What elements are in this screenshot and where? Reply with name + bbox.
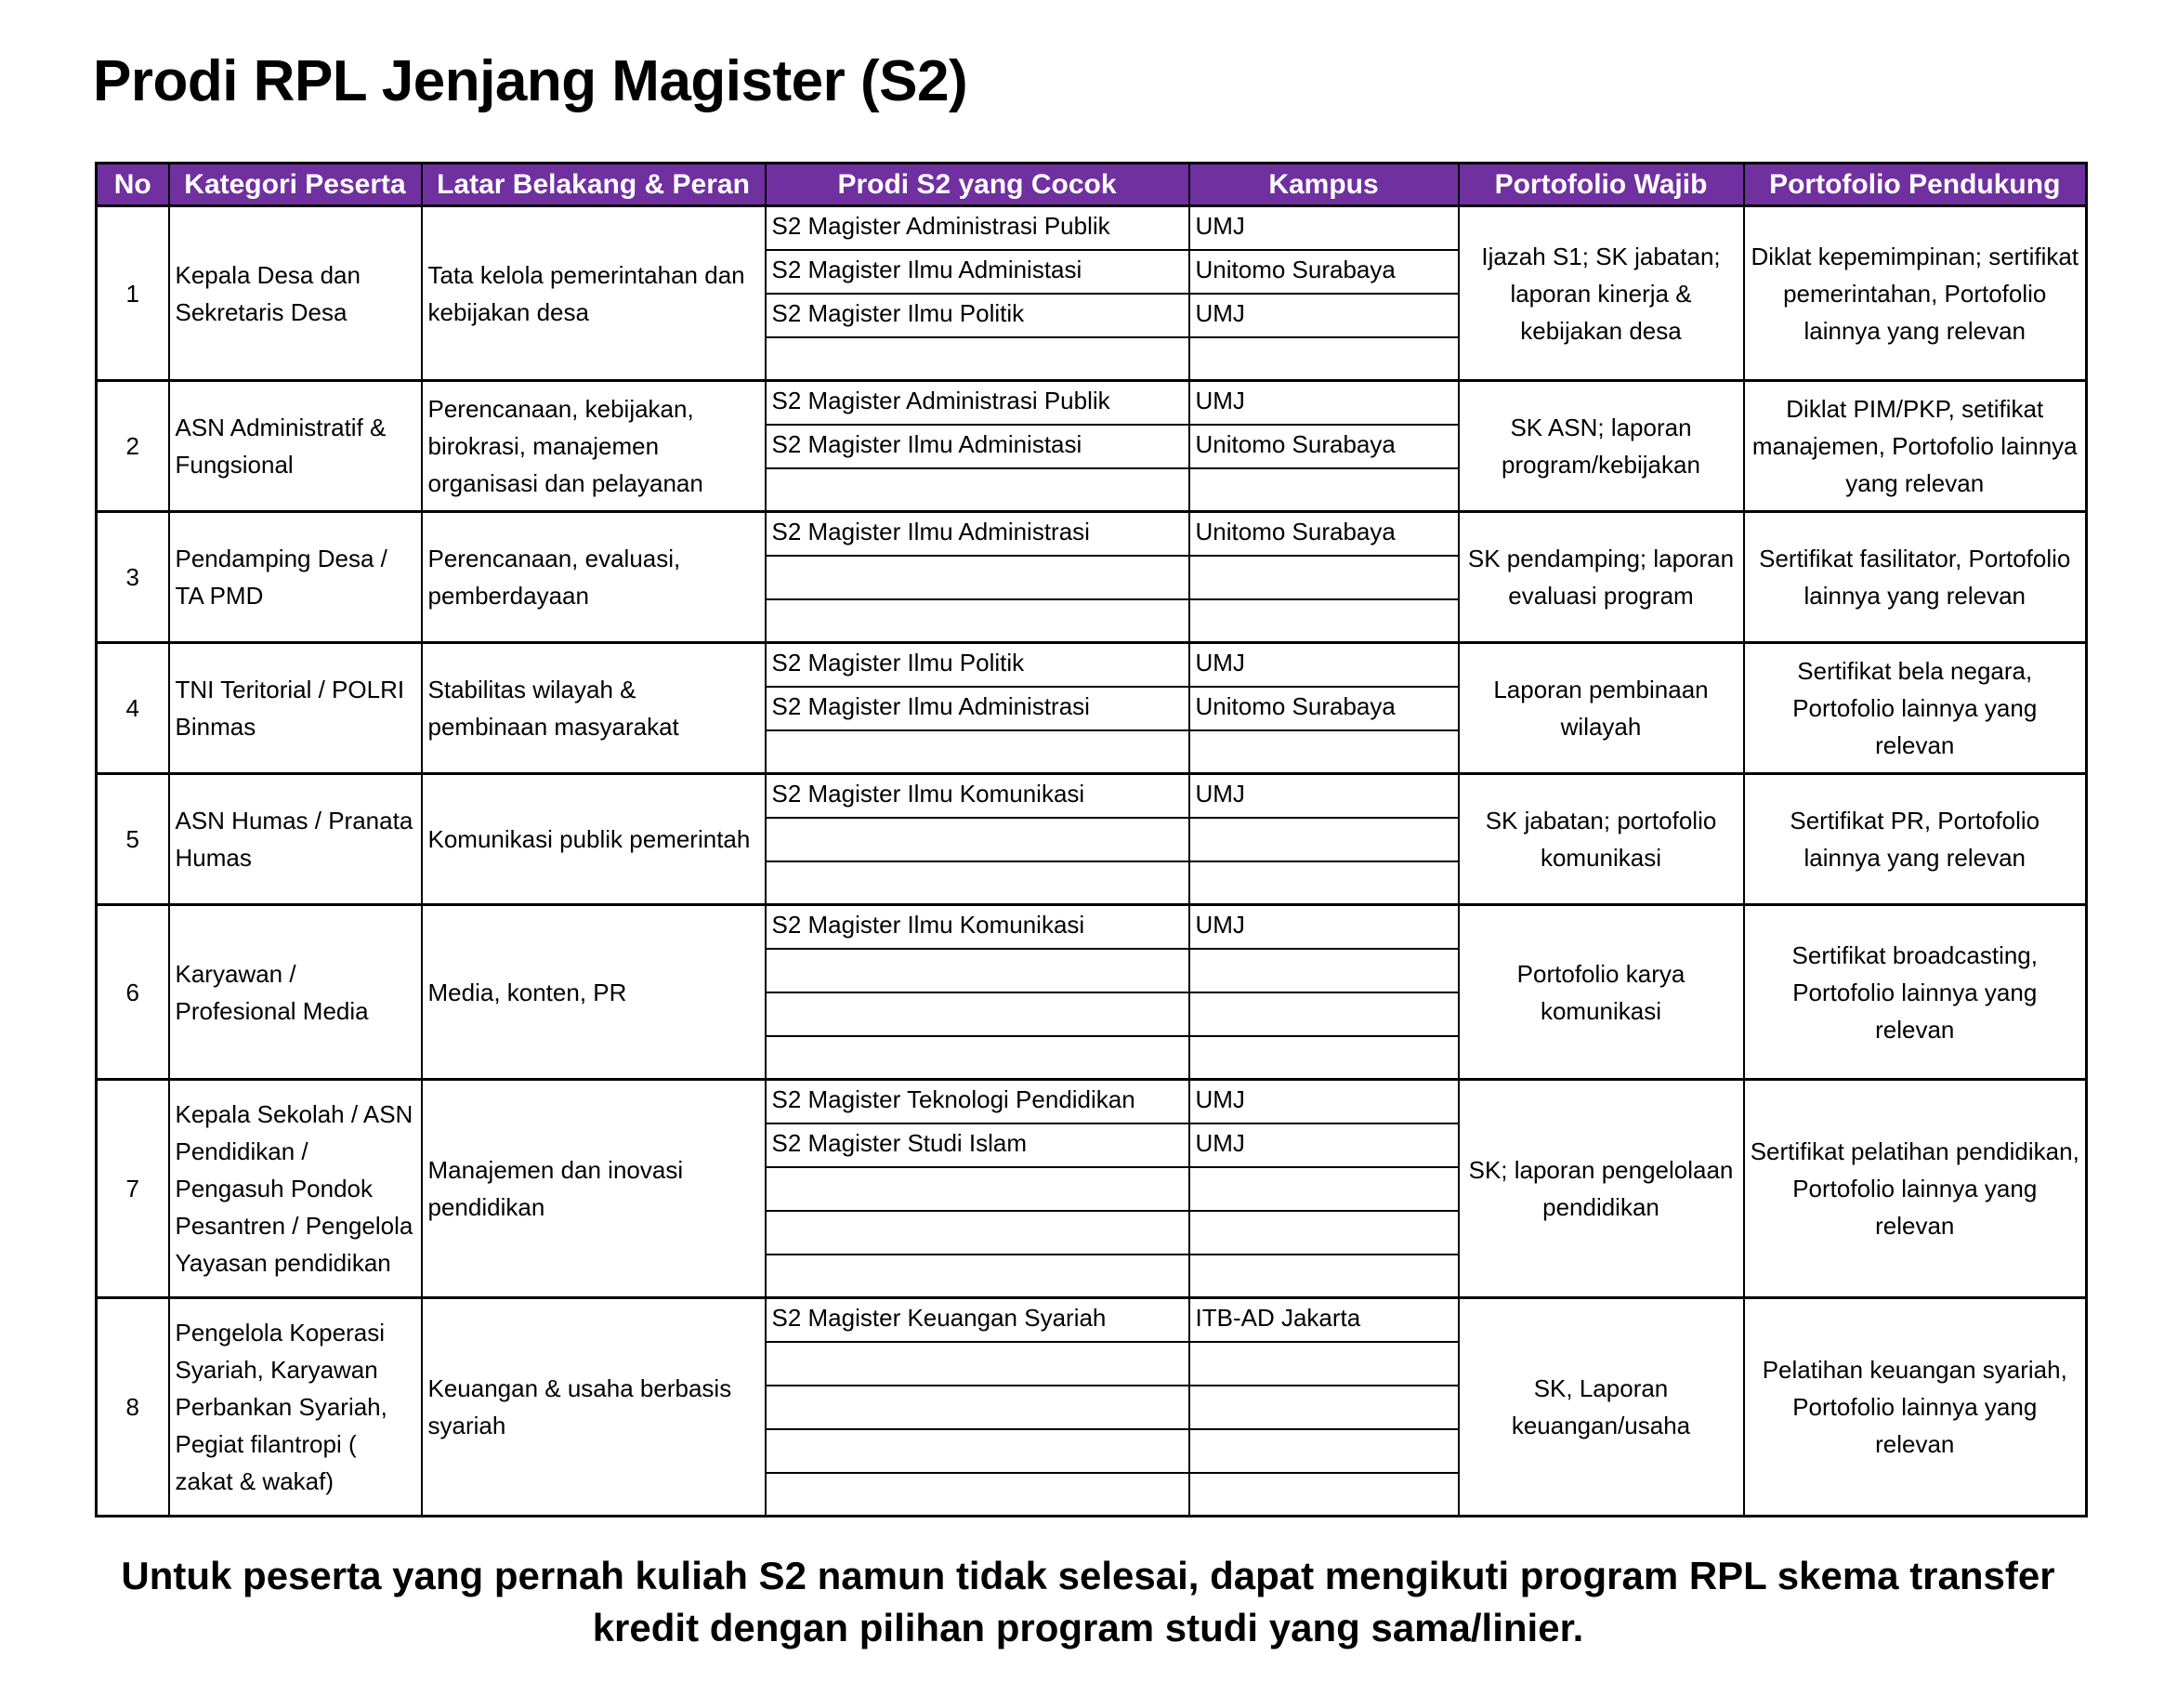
prodi-cell: S2 Magister Ilmu Administasi <box>766 425 1189 468</box>
kampus-cell: Unitomo Surabaya <box>1189 250 1459 294</box>
kampus-cell: UMJ <box>1189 294 1459 337</box>
prodi-cell <box>766 337 1189 381</box>
portofolio-pendukung-cell: Sertifikat broadcasting, Portofolio lainnya yang relevan <box>1744 905 2087 1080</box>
portofolio-pendukung-cell: Sertifikat fasilitator, Portofolio lainnya yang relevan <box>1744 512 2087 643</box>
prodi-cell: S2 Magister Administrasi Publik <box>766 206 1189 250</box>
row-number: 2 <box>97 381 169 512</box>
latar-belakang-cell: Stabilitas wilayah & pembinaan masyarakat <box>422 643 766 774</box>
kampus-cell <box>1189 1036 1459 1080</box>
portofolio-wajib-cell: Portofolio karya komunikasi <box>1459 905 1744 1080</box>
prodi-cell <box>766 1167 1189 1211</box>
prodi-cell: S2 Magister Teknologi Pendidikan <box>766 1080 1189 1123</box>
header-kategori-peserta: Kategori Peserta <box>169 164 422 206</box>
prodi-cell: S2 Magister Ilmu Politik <box>766 294 1189 337</box>
prodi-cell <box>766 556 1189 599</box>
prodi-cell <box>766 468 1189 512</box>
table-body <box>97 206 2087 1517</box>
prodi-cell: S2 Magister Studi Islam <box>766 1123 1189 1167</box>
portofolio-wajib-cell: SK ASN; laporan program/kebijakan <box>1459 381 1744 512</box>
kampus-cell <box>1189 1211 1459 1255</box>
latar-belakang-cell: Media, konten, PR <box>422 905 766 1080</box>
kategori-peserta-cell: Kepala Sekolah / ASN Pendidikan / Pengasuh Pondok Pesantren / Pengelola Yayasan pendidikan <box>169 1080 422 1298</box>
kategori-peserta-cell: ASN Administratif & Fungsional <box>169 381 422 512</box>
row-number: 6 <box>97 905 169 1080</box>
prodi-cell <box>766 1429 1189 1473</box>
portofolio-pendukung-cell: Sertifikat pelatihan pendidikan, Portofolio lainnya yang relevan <box>1744 1080 2087 1298</box>
portofolio-pendukung-cell: Sertifikat bela negara, Portofolio lainnya yang relevan <box>1744 643 2087 774</box>
latar-belakang-cell: Tata kelola pemerintahan dan kebijakan desa <box>422 206 766 381</box>
portofolio-pendukung-cell: Diklat kepemimpinan; sertifikat pemerintahan, Portofolio lainnya yang relevan <box>1744 206 2087 381</box>
kampus-cell: Unitomo Surabaya <box>1189 512 1459 556</box>
prodi-cell <box>766 599 1189 643</box>
row-number: 1 <box>97 206 169 381</box>
kampus-cell: UMJ <box>1189 774 1459 818</box>
kampus-cell <box>1189 949 1459 992</box>
latar-belakang-cell: Manajemen dan inovasi pendidikan <box>422 1080 766 1298</box>
prodi-cell <box>766 1473 1189 1517</box>
kampus-cell <box>1189 818 1459 861</box>
portofolio-wajib-cell: SK; laporan pengelolaan pendidikan <box>1459 1080 1744 1298</box>
kampus-cell: UMJ <box>1189 905 1459 949</box>
prodi-cell <box>766 1342 1189 1386</box>
header-prodi-s2: Prodi S2 yang Cocok <box>766 164 1189 206</box>
row-number: 4 <box>97 643 169 774</box>
prodi-cell: S2 Magister Keuangan Syariah <box>766 1298 1189 1342</box>
latar-belakang-cell: Komunikasi publik pemerintah <box>422 774 766 905</box>
header-portofolio-pendukung: Portofolio Pendukung <box>1744 164 2087 206</box>
kategori-peserta-cell: Pendamping Desa / TA PMD <box>169 512 422 643</box>
prodi-cell: S2 Magister Ilmu Komunikasi <box>766 905 1189 949</box>
kampus-cell <box>1189 1473 1459 1517</box>
header-kampus: Kampus <box>1189 164 1459 206</box>
kampus-cell: UMJ <box>1189 643 1459 687</box>
row-number: 8 <box>97 1298 169 1517</box>
prodi-cell: S2 Magister Ilmu Administrasi <box>766 512 1189 556</box>
row-number: 3 <box>97 512 169 643</box>
kategori-peserta-cell: Kepala Desa dan Sekretaris Desa <box>169 206 422 381</box>
kategori-peserta-cell: Karyawan / Profesional Media <box>169 905 422 1080</box>
kampus-cell: Unitomo Surabaya <box>1189 687 1459 730</box>
table-row <box>97 905 2087 949</box>
portofolio-wajib-cell: SK pendamping; laporan evaluasi program <box>1459 512 1744 643</box>
latar-belakang-cell: Keuangan & usaha berbasis syariah <box>422 1298 766 1517</box>
latar-belakang-cell: Perencanaan, kebijakan, birokrasi, manajemen organisasi dan pelayanan <box>422 381 766 512</box>
row-number: 5 <box>97 774 169 905</box>
table-row <box>97 1298 2087 1342</box>
prodi-cell <box>766 992 1189 1036</box>
page-title: Prodi RPL Jenjang Magister (S2) <box>93 49 968 113</box>
header-latar-belakang: Latar Belakang & Peran <box>422 164 766 206</box>
kampus-cell <box>1189 861 1459 905</box>
row-number: 7 <box>97 1080 169 1298</box>
table-row <box>97 1080 2087 1123</box>
portofolio-pendukung-cell: Pelatihan keuangan syariah, Portofolio lainnya yang relevan <box>1744 1298 2087 1517</box>
table-row <box>97 643 2087 687</box>
kampus-cell <box>1189 730 1459 774</box>
kategori-peserta-cell: Pengelola Koperasi Syariah, Karyawan Perbankan Syariah, Pegiat filantropi ( zakat & wakaf) <box>169 1298 422 1517</box>
prodi-cell <box>766 1211 1189 1255</box>
table-row <box>97 206 2087 250</box>
kampus-cell <box>1189 1386 1459 1429</box>
portofolio-wajib-cell: Laporan pembinaan wilayah <box>1459 643 1744 774</box>
kampus-cell <box>1189 468 1459 512</box>
portofolio-wajib-cell: Ijazah S1; SK jabatan; laporan kinerja & kebijakan desa <box>1459 206 1744 381</box>
kategori-peserta-cell: TNI Teritorial / POLRI Binmas <box>169 643 422 774</box>
kampus-cell <box>1189 1429 1459 1473</box>
kampus-cell <box>1189 556 1459 599</box>
prodi-cell: S2 Magister Ilmu Komunikasi <box>766 774 1189 818</box>
table-header-row <box>97 164 2087 206</box>
portofolio-pendukung-cell: Sertifikat PR, Portofolio lainnya yang relevan <box>1744 774 2087 905</box>
header-no: No <box>97 164 169 206</box>
kategori-peserta-cell: ASN Humas / Pranata Humas <box>169 774 422 905</box>
table-row <box>97 512 2087 556</box>
kampus-cell <box>1189 337 1459 381</box>
kampus-cell <box>1189 992 1459 1036</box>
kampus-cell: UMJ <box>1189 206 1459 250</box>
kampus-cell: UMJ <box>1189 1080 1459 1123</box>
prodi-cell <box>766 949 1189 992</box>
prodi-cell <box>766 861 1189 905</box>
kampus-cell <box>1189 1342 1459 1386</box>
prodi-cell <box>766 818 1189 861</box>
prodi-cell: S2 Magister Ilmu Politik <box>766 643 1189 687</box>
prodi-cell: S2 Magister Ilmu Administasi <box>766 250 1189 294</box>
prodi-cell <box>766 1036 1189 1080</box>
portofolio-wajib-cell: SK, Laporan keuangan/usaha <box>1459 1298 1744 1517</box>
prodi-cell: S2 Magister Administrasi Publik <box>766 381 1189 425</box>
portofolio-pendukung-cell: Diklat PIM/PKP, setifikat manajemen, Portofolio lainnya yang relevan <box>1744 381 2087 512</box>
table-row <box>97 774 2087 818</box>
portofolio-wajib-cell: SK jabatan; portofolio komunikasi <box>1459 774 1744 905</box>
header-portofolio-wajib: Portofolio Wajib <box>1459 164 1744 206</box>
kampus-cell: ITB-AD Jakarta <box>1189 1298 1459 1342</box>
rpl-program-table <box>95 162 2088 1517</box>
prodi-cell <box>766 1386 1189 1429</box>
prodi-cell <box>766 1255 1189 1298</box>
footer-note: Untuk peserta yang pernah kuliah S2 namun tidak selesai, dapat mengikuti program RPL skema transfer kredit dengan pilihan program studi yang sama/linier. <box>121 1554 2055 1649</box>
prodi-cell <box>766 730 1189 774</box>
kampus-cell: UMJ <box>1189 381 1459 425</box>
kampus-cell <box>1189 1167 1459 1211</box>
kampus-cell: UMJ <box>1189 1123 1459 1167</box>
kampus-cell <box>1189 1255 1459 1298</box>
prodi-cell: S2 Magister Ilmu Administrasi <box>766 687 1189 730</box>
table-row <box>97 381 2087 425</box>
latar-belakang-cell: Perencanaan, evaluasi, pemberdayaan <box>422 512 766 643</box>
kampus-cell <box>1189 599 1459 643</box>
kampus-cell: Unitomo Surabaya <box>1189 425 1459 468</box>
